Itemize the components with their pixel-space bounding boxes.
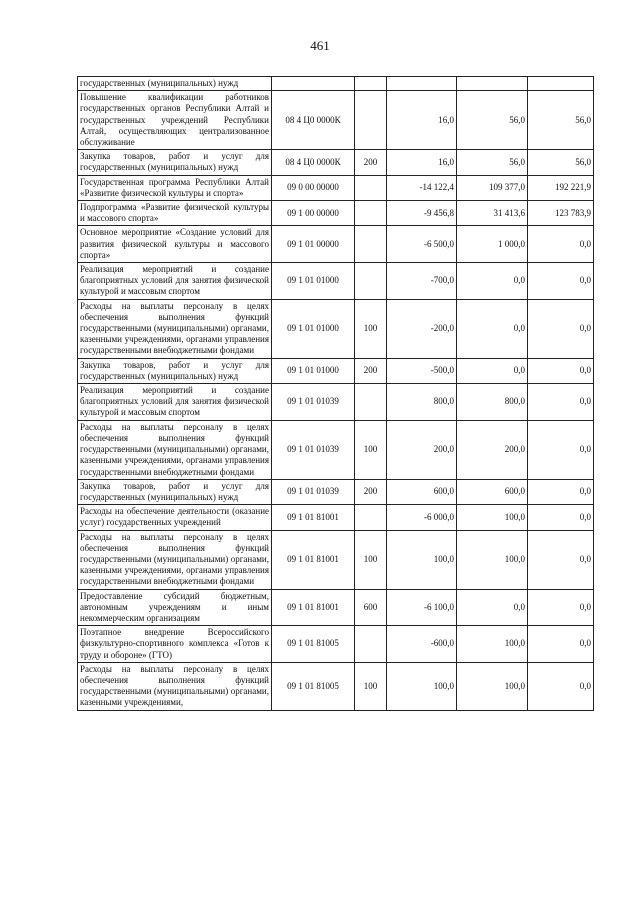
row-value-1: 200,0 xyxy=(387,420,457,479)
row-name: Расходы на выплаты персоналу в целях обеспечения выполнения функций государственными (муниципальными) органами, казенными учреждениями, органами управления государственными внебюджетными фондами xyxy=(78,299,272,358)
row-value-2: 200,0 xyxy=(457,420,528,479)
row-value-1: -200,0 xyxy=(387,299,457,358)
row-code: 09 1 01 01039 xyxy=(272,479,355,504)
row-expense-type: 200 xyxy=(355,358,387,383)
row-code: 09 1 01 01039 xyxy=(272,384,355,421)
row-value-2: 600,0 xyxy=(457,479,528,504)
row-expense-type xyxy=(355,91,387,150)
row-value-1: -9 456,8 xyxy=(387,201,457,226)
row-expense-type xyxy=(355,77,387,91)
table-row xyxy=(78,589,594,626)
row-value-3: 0,0 xyxy=(528,226,594,263)
row-value-2: 56,0 xyxy=(457,150,528,175)
row-value-1: 800,0 xyxy=(387,384,457,421)
row-value-2: 0,0 xyxy=(457,358,528,383)
table-row xyxy=(78,505,594,530)
row-value-2 xyxy=(457,77,528,91)
table-row xyxy=(78,299,594,358)
row-expense-type xyxy=(355,201,387,226)
row-value-3: 123 783,9 xyxy=(528,201,594,226)
row-code: 09 1 01 00000 xyxy=(272,226,355,263)
row-code: 08 4 Ц0 0000К xyxy=(272,150,355,175)
row-value-1 xyxy=(387,77,457,91)
row-value-3: 192 221,9 xyxy=(528,175,594,200)
row-value-3: 0,0 xyxy=(528,299,594,358)
row-expense-type xyxy=(355,175,387,200)
row-value-2: 100,0 xyxy=(457,626,528,663)
row-value-1: 100,0 xyxy=(387,662,457,710)
table-row xyxy=(78,150,594,175)
row-name: Реализация мероприятий и создание благоприятных условий для занятия физической культурой и массовым спортом xyxy=(78,263,272,300)
row-value-3: 0,0 xyxy=(528,358,594,383)
row-code: 09 1 01 81005 xyxy=(272,662,355,710)
row-name: Подпрограмма «Развитие физической культуры и массового спорта» xyxy=(78,201,272,226)
row-value-2: 100,0 xyxy=(457,530,528,589)
row-name: Основное мероприятие «Создание условий для развития физической культуры и массового спорта» xyxy=(78,226,272,263)
row-value-3: 0,0 xyxy=(528,505,594,530)
row-name: Предоставление субсидий бюджетным, автономным учреждениям и иным некоммерческим организациям xyxy=(78,589,272,626)
table-row xyxy=(78,91,594,150)
row-name: Расходы на выплаты персоналу в целях обеспечения выполнения функций государственными (муниципальными) органами, казенными учреждениями, xyxy=(78,662,272,710)
row-value-3: 0,0 xyxy=(528,420,594,479)
row-name: Расходы на выплаты персоналу в целях обеспечения выполнения функций государственными (муниципальными) органами, казенными учреждениями, органами управления государственными внебюджетными фондами xyxy=(78,420,272,479)
row-value-1: -6 500,0 xyxy=(387,226,457,263)
row-value-1: -14 122,4 xyxy=(387,175,457,200)
row-code xyxy=(272,77,355,91)
row-expense-type: 100 xyxy=(355,662,387,710)
row-name: Закупка товаров, работ и услуг для государственных (муниципальных) нужд xyxy=(78,358,272,383)
row-value-3: 0,0 xyxy=(528,662,594,710)
row-code: 09 1 01 81001 xyxy=(272,505,355,530)
row-expense-type xyxy=(355,263,387,300)
table-row xyxy=(78,626,594,663)
row-value-1: -600,0 xyxy=(387,626,457,663)
budget-table xyxy=(77,76,594,711)
table-row xyxy=(78,226,594,263)
row-name: Государственная программа Республики Алтай «Развитие физической культуры и спорта» xyxy=(78,175,272,200)
row-value-1: 16,0 xyxy=(387,91,457,150)
row-value-2: 31 413,6 xyxy=(457,201,528,226)
row-value-1: 16,0 xyxy=(387,150,457,175)
row-value-2: 109 377,0 xyxy=(457,175,528,200)
row-value-3: 0,0 xyxy=(528,626,594,663)
table-row xyxy=(78,201,594,226)
table-row xyxy=(78,384,594,421)
row-expense-type xyxy=(355,505,387,530)
row-value-3: 0,0 xyxy=(528,530,594,589)
row-code: 09 1 01 81005 xyxy=(272,626,355,663)
row-code: 09 1 01 81001 xyxy=(272,530,355,589)
row-code: 09 0 00 00000 xyxy=(272,175,355,200)
row-value-3: 0,0 xyxy=(528,263,594,300)
row-name: Закупка товаров, работ и услуг для государственных (муниципальных) нужд xyxy=(78,150,272,175)
row-value-2: 100,0 xyxy=(457,505,528,530)
row-expense-type: 100 xyxy=(355,530,387,589)
row-code: 09 1 01 01000 xyxy=(272,299,355,358)
row-code: 09 1 01 01000 xyxy=(272,358,355,383)
row-value-2: 0,0 xyxy=(457,263,528,300)
row-value-2: 1 000,0 xyxy=(457,226,528,263)
row-code: 09 1 01 81001 xyxy=(272,589,355,626)
table-row xyxy=(78,175,594,200)
row-name: Закупка товаров, работ и услуг для государственных (муниципальных) нужд xyxy=(78,479,272,504)
row-value-1: 100,0 xyxy=(387,530,457,589)
table-row xyxy=(78,420,594,479)
row-expense-type: 100 xyxy=(355,299,387,358)
row-value-3: 56,0 xyxy=(528,91,594,150)
row-expense-type xyxy=(355,226,387,263)
table-row xyxy=(78,77,594,91)
row-value-1: 600,0 xyxy=(387,479,457,504)
row-value-3 xyxy=(528,77,594,91)
row-expense-type: 100 xyxy=(355,420,387,479)
row-value-3: 0,0 xyxy=(528,384,594,421)
row-expense-type: 200 xyxy=(355,479,387,504)
row-expense-type: 600 xyxy=(355,589,387,626)
row-value-2: 0,0 xyxy=(457,299,528,358)
row-code: 08 4 Ц0 0000К xyxy=(272,91,355,150)
row-value-2: 0,0 xyxy=(457,589,528,626)
table-row xyxy=(78,479,594,504)
row-expense-type xyxy=(355,626,387,663)
row-code: 09 1 01 01039 xyxy=(272,420,355,479)
table-row xyxy=(78,662,594,710)
row-value-2: 56,0 xyxy=(457,91,528,150)
row-code: 09 1 01 01000 xyxy=(272,263,355,300)
row-name: Реализация мероприятий и создание благоприятных условий для занятия физической культурой и массовым спортом xyxy=(78,384,272,421)
row-value-1: -6 000,0 xyxy=(387,505,457,530)
row-value-3: 0,0 xyxy=(528,589,594,626)
row-name: Повышение квалификации работников государственных органов Республики Алтай и государственных учреждений Республики Алтай, осуществляющих централизованное обслуживание xyxy=(78,91,272,150)
table-row xyxy=(78,530,594,589)
row-name: Расходы на обеспечение деятельности (оказание услуг) государственных учреждений xyxy=(78,505,272,530)
row-code: 09 1 00 00000 xyxy=(272,201,355,226)
row-name: государственных (муниципальных) нужд xyxy=(78,77,272,91)
row-expense-type xyxy=(355,384,387,421)
row-value-1: -500,0 xyxy=(387,358,457,383)
row-value-1: -6 100,0 xyxy=(387,589,457,626)
row-name: Поэтапное внедрение Всероссийского физкультурно-спортивного комплекса «Готов к труду и обороне» (ГТО) xyxy=(78,626,272,663)
row-value-2: 100,0 xyxy=(457,662,528,710)
row-expense-type: 200 xyxy=(355,150,387,175)
row-value-3: 0,0 xyxy=(528,479,594,504)
row-value-1: -700,0 xyxy=(387,263,457,300)
row-value-3: 56,0 xyxy=(528,150,594,175)
table-row xyxy=(78,263,594,300)
table-row xyxy=(78,358,594,383)
page-number: 461 xyxy=(310,38,330,53)
row-value-2: 800,0 xyxy=(457,384,528,421)
row-name: Расходы на выплаты персоналу в целях обеспечения выполнения функций государственными (муниципальными) органами, казенными учреждениями, органами управления государственными внебюджетными фондами xyxy=(78,530,272,589)
